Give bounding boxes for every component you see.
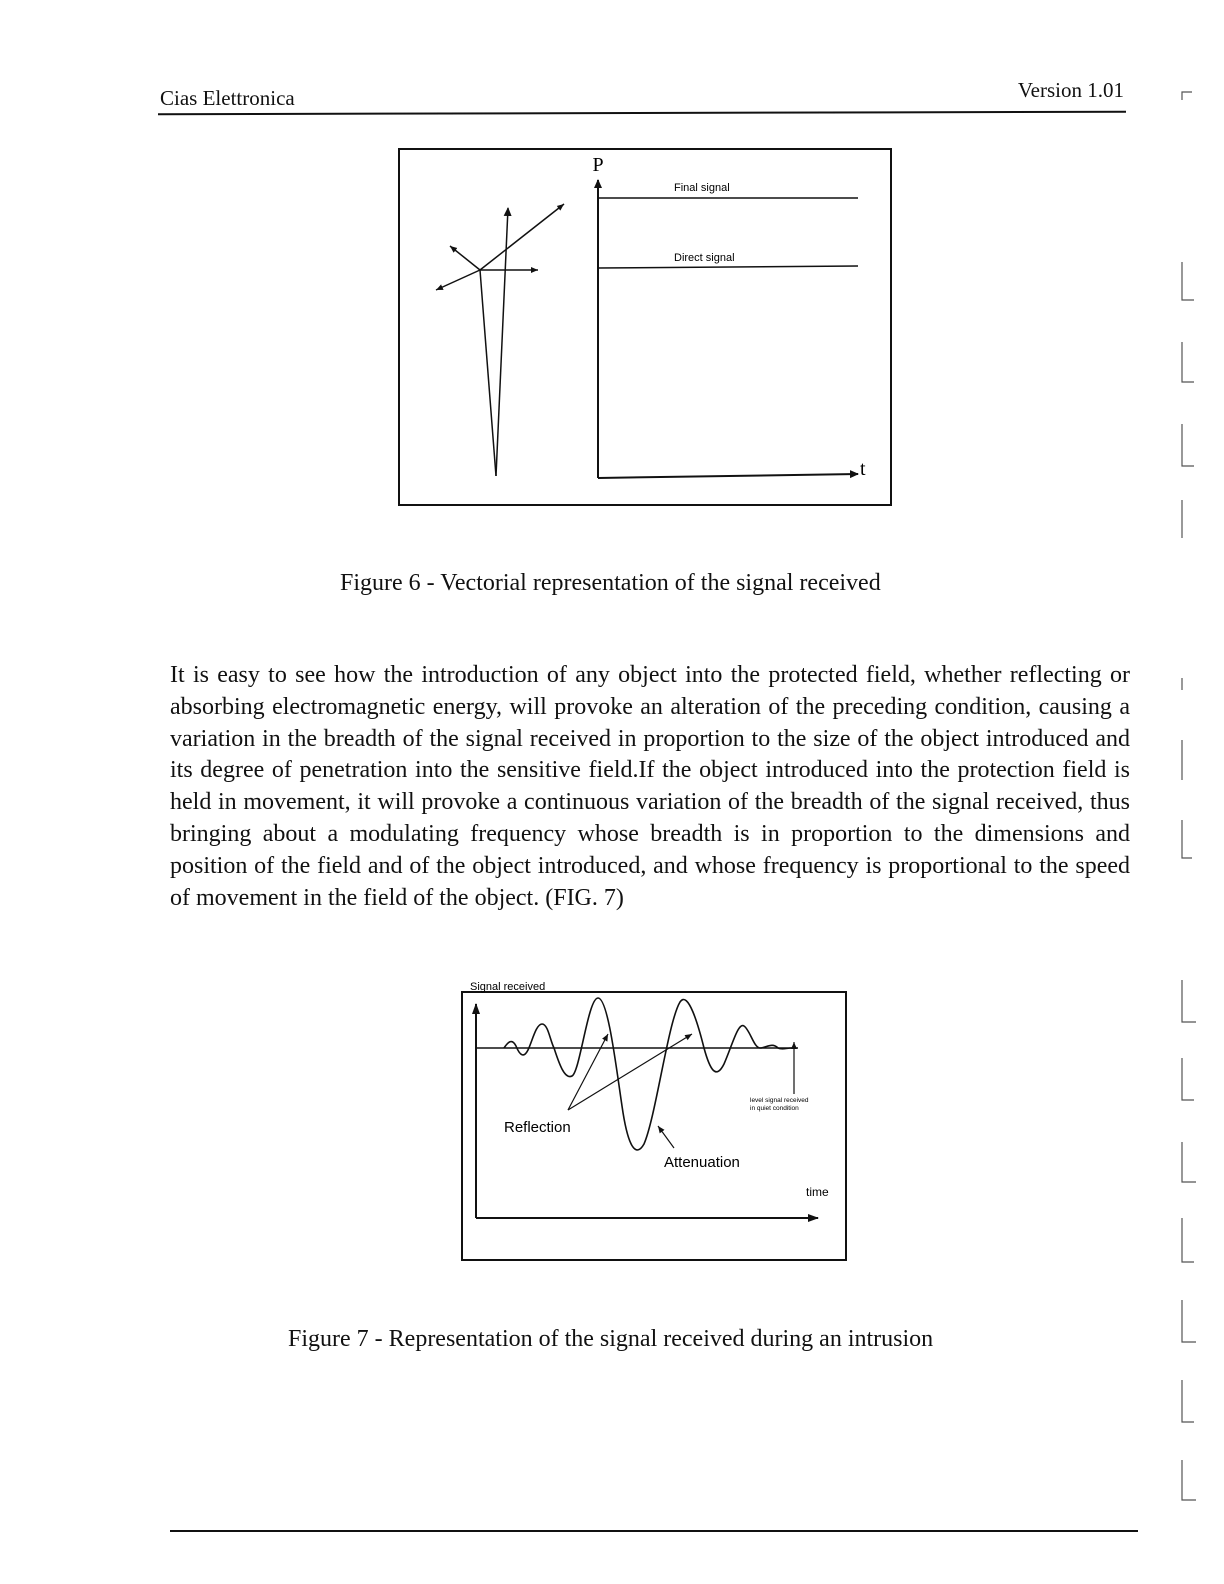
final-signal-label: Final signal <box>674 182 730 194</box>
p-t-axes <box>598 180 858 478</box>
figure-6-caption: Figure 6 - Vectorial representation of the signal received <box>340 570 881 596</box>
attenuation-pointer <box>658 1126 674 1148</box>
reflection-label: Reflection <box>504 1119 571 1136</box>
figure-6-frame <box>399 149 891 505</box>
quiet-label-line-2: in quiet condition <box>750 1105 799 1112</box>
figure-6-diagram <box>398 148 898 508</box>
axis-p-label: P <box>592 154 604 176</box>
reflection-pointers <box>568 1034 692 1110</box>
figure-7 <box>456 976 856 1266</box>
vector-diagram <box>436 204 564 476</box>
direct-signal-line <box>598 266 858 268</box>
header-version: Version 1.01 <box>1017 78 1124 102</box>
axis-t-label: t <box>860 458 866 480</box>
figure-7-caption: Figure 7 - Representation of the signal received during an intrusion <box>288 1326 934 1352</box>
header-rule <box>158 111 1126 116</box>
quiet-label-line-1: level signal received <box>750 1097 809 1104</box>
scan-edge-marks <box>1178 90 1218 1540</box>
signal-received-label: Signal received <box>470 981 546 993</box>
body-paragraph: It is easy to see how the introduction of any object into the protected field, whether reflecting or absorbing electromagnetic energy, will provoke an alteration of the preceding condition, causing a variation in the breadth of the signal received in proportion to the size of the object introduced and its degree of penetration into the sensitive field.If the object introduced into the protection field is held in movement, it will provoke a continuous variation of the breadth of the signal received, thus bringing about a modulating frequency whose breadth is in proportion to the dimensions and position of the field and of the object introduced, and whose frequency is proportional to the speed of movement in the field of the object. (FIG. 7) <box>170 662 1130 911</box>
attenuation-label: Attenuation <box>664 1154 740 1171</box>
figure-7-diagram <box>456 976 856 1266</box>
footer-rule <box>170 1530 1138 1532</box>
figure-6 <box>398 148 898 508</box>
header-company: Cias Elettronica <box>160 86 295 110</box>
time-label: time <box>806 1185 829 1199</box>
direct-signal-label: Direct signal <box>674 252 735 264</box>
